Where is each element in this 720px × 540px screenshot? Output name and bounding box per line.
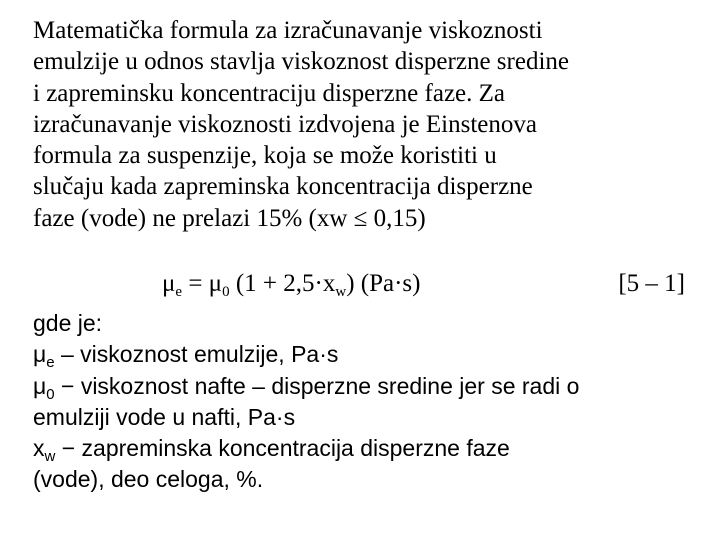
definition-item-mu-0 [33, 371, 703, 402]
formula-mu-0-subscript: 0 [222, 284, 230, 300]
definitions-block [33, 308, 703, 496]
formula-mu-symbol: μ [162, 270, 176, 297]
definitions-heading: gde je: [33, 310, 103, 336]
definition-symbol: x [33, 435, 45, 462]
formula-mu-e-subscript: e [175, 284, 183, 300]
intro-line-3: i zapreminsku koncentraciju disperzne faze. Za [33, 79, 505, 107]
definition-item-x-w-continued: (vode), deo celoga, %. [33, 466, 264, 493]
intro-line-1: Matematička formula za izračunavanje viskoznosti [33, 17, 543, 44]
definition-symbol: μ [33, 341, 47, 368]
equation-number: [5 – 1] [618, 270, 685, 297]
formula-part-3: ) (Pa·s) [346, 270, 421, 297]
einstein-formula [162, 268, 420, 299]
definition-item-x-w [33, 433, 703, 464]
definition-item-mu-0-continued: emulziji vode u nafti, Pa·s [33, 403, 296, 430]
intro-line-5: formula za suspenzije, koja se može koristiti u [33, 142, 497, 170]
intro-line-2: emulzije u odnos stavlja viskoznost disperzne sredine [33, 48, 569, 76]
definition-text: – viskoznost emulzije, Pa·s [54, 341, 339, 368]
formula-row [33, 268, 685, 302]
formula-part-2: (1 + 2,5·x [229, 270, 336, 297]
intro-line-7: faze (vode) ne prelazi 15% (xw ≤ 0,15) [33, 204, 426, 232]
formula-part-1: = μ [182, 270, 223, 297]
definition-symbol: μ [33, 372, 47, 399]
intro-line-4: izračunavanje viskoznosti izdvojena je Einstenova [33, 110, 537, 138]
definition-text: − viskoznost nafte – disperzne sredine jer se radi o [54, 372, 580, 399]
intro-paragraph [33, 15, 693, 234]
intro-line-6: slučaju kada zapreminska koncentracija disperzne [33, 173, 533, 201]
definition-item-mu-e [33, 339, 703, 370]
definition-subscript: w [44, 448, 56, 466]
definition-text: − zapreminska koncentracija disperzne faze [55, 435, 510, 462]
definition-subscript: 0 [46, 385, 55, 403]
formula-x-w-subscript: w [335, 284, 347, 300]
definition-subscript: e [46, 354, 55, 372]
